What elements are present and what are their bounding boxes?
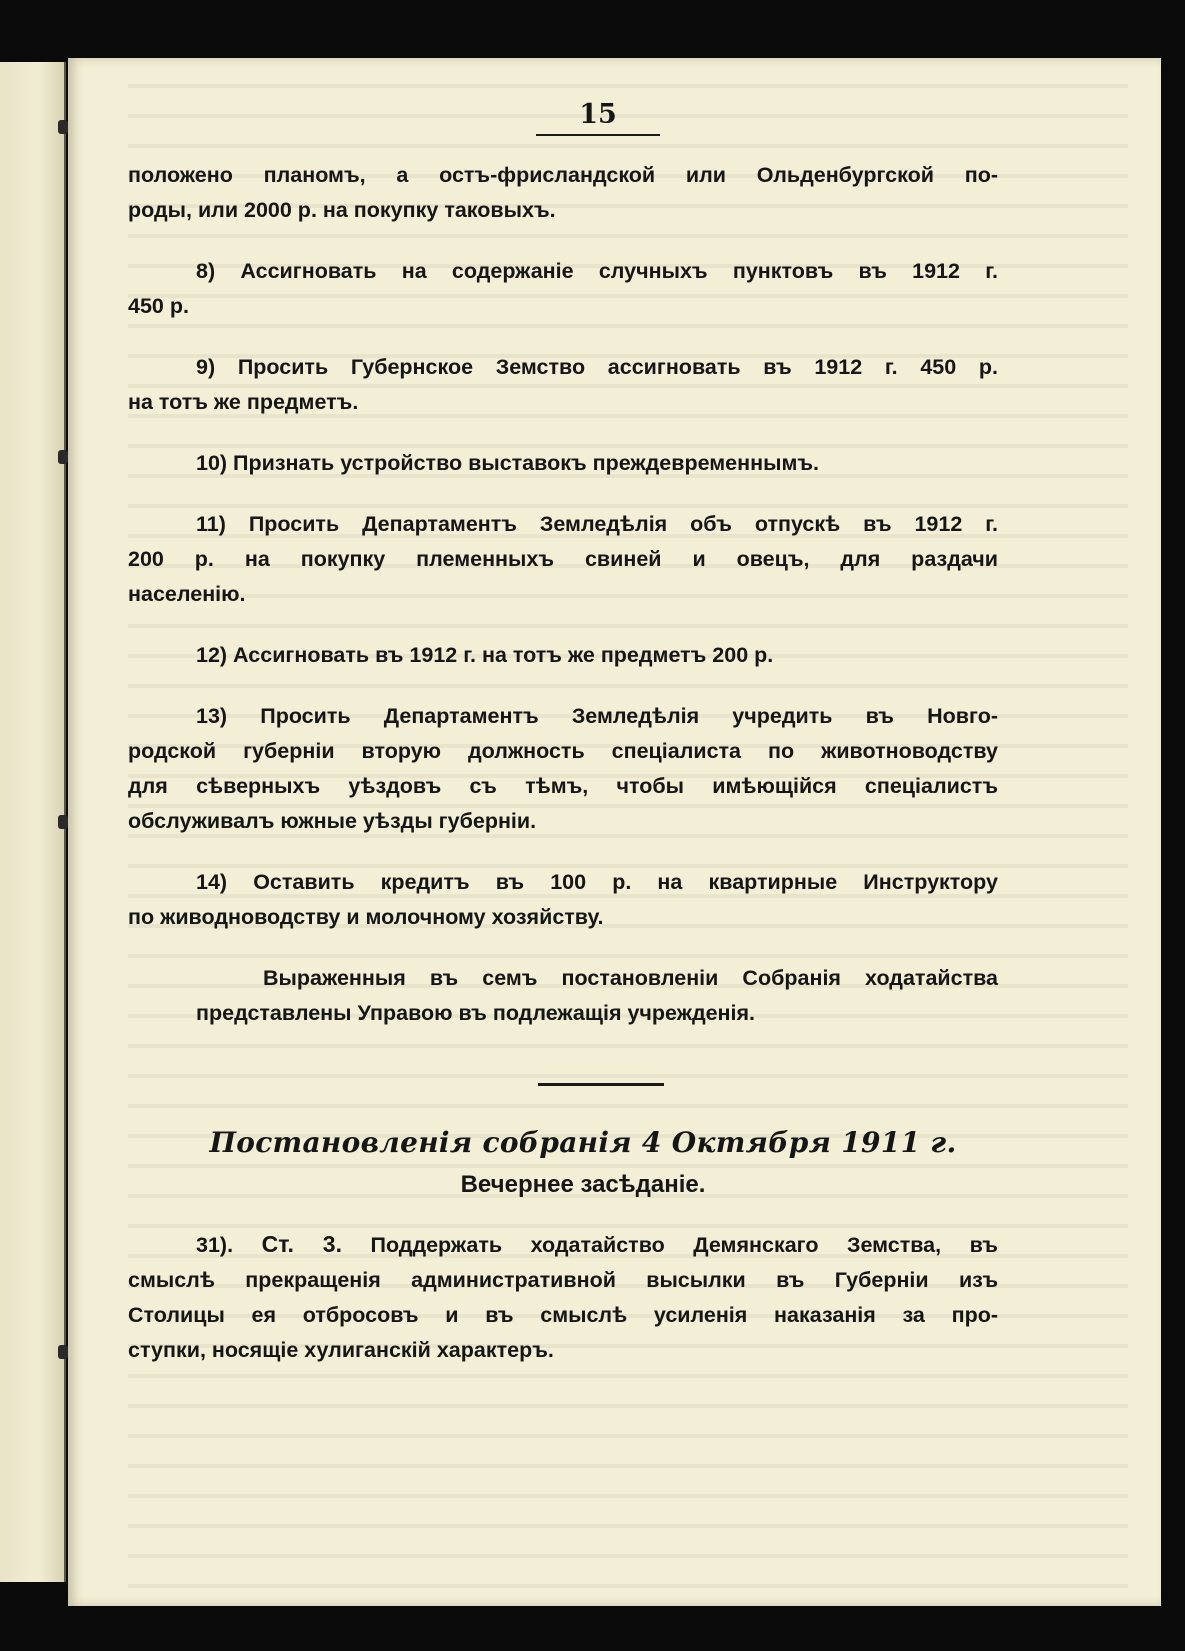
text-line: обслуживалъ южные уѣзды губернiи. xyxy=(128,809,537,833)
text-line: 14) Оставить кредитъ въ 100 р. на квартирные Инструктору xyxy=(196,870,998,894)
paragraph-item-9 xyxy=(128,350,998,420)
text-line xyxy=(128,1227,998,1263)
text-line: 8) Ассигновать на содержанiе случныхъ пунктовъ въ 1912 г. xyxy=(196,259,998,283)
previous-page-edge xyxy=(0,62,66,1582)
paragraph-continuation xyxy=(128,158,998,228)
text-line: ступки, носящiе хулиганскiй характеръ. xyxy=(128,1338,554,1362)
text-line: положено планомъ, а остъ-фрисландской или Ольденбургской по- xyxy=(128,163,998,187)
text-line: для сѣверныхъ уѣздовъ съ тѣмъ, чтобы имѣющiйся спецiалистъ xyxy=(128,774,998,798)
text-line: на тотъ же предметъ. xyxy=(128,390,359,414)
text-line: 13) Просить Департаментъ Земледѣлiя учредить въ Новго- xyxy=(196,704,998,728)
paragraph-item-10 xyxy=(128,446,998,481)
text-line: 200 р. на покупку племенныхъ свиней и овецъ, для раздачи xyxy=(128,547,998,571)
text-line: родской губернiи вторую должность спецiалиста по животноводству xyxy=(128,739,998,763)
document-page xyxy=(68,58,1161,1606)
text-line: 11) Просить Департаментъ Земледѣлiя объ отпускѣ въ 1912 г. xyxy=(196,512,998,536)
text-line: Выраженныя въ семъ постановленiи Собранiя ходатайства xyxy=(263,966,998,990)
section-subheading: Вечернее засѣданiе. xyxy=(460,1171,706,1198)
text-line: представлены Управою въ подлежащiя учрежденiя. xyxy=(196,1001,756,1025)
text-line: роды, или 2000 р. на покупку таковыхъ. xyxy=(128,198,556,222)
text-line: смыслѣ прекращенiя административной высылки въ Губернiи изъ xyxy=(128,1268,998,1292)
text-line: по живодноводству и молочному хозяйству. xyxy=(128,905,604,929)
section-heading: Постановленiя собранiя 4 Октября 1911 г. xyxy=(209,1126,957,1159)
paragraph-note xyxy=(128,961,998,1031)
paragraph-item-8 xyxy=(128,254,998,324)
binding-mark xyxy=(58,120,68,134)
text-line: населенiю. xyxy=(128,582,246,606)
page-content xyxy=(128,98,998,1368)
item-number: 31). xyxy=(196,1233,234,1257)
page-number: 15 xyxy=(579,99,617,130)
paragraph-item-11 xyxy=(128,507,998,612)
text-line: 12) Ассигновать въ 1912 г. на тотъ же предметъ 200 р. xyxy=(196,643,774,667)
text-line: Столицы ея отбросовъ и въ смыслѣ усиленiя наказанiя за про- xyxy=(128,1303,998,1327)
binding-mark xyxy=(58,450,68,464)
paragraph-item-14 xyxy=(128,865,998,935)
paragraph-item-13 xyxy=(128,699,998,839)
paragraph-item-31 xyxy=(128,1227,998,1368)
paragraph-item-12 xyxy=(128,638,998,673)
article-reference: Ст. 3. xyxy=(261,1231,342,1257)
text-fragment: Поддержать ходатайство Демянскаго Земства, въ xyxy=(370,1233,998,1257)
text-line: 450 р. xyxy=(128,294,189,318)
text-line: 10) Признать устройство выставокъ преждевременнымъ. xyxy=(196,451,820,475)
binding-mark xyxy=(58,1345,68,1359)
text-line: 9) Просить Губернское Земство ассигновать въ 1912 г. 450 р. xyxy=(196,355,998,379)
binding-mark xyxy=(58,815,68,829)
